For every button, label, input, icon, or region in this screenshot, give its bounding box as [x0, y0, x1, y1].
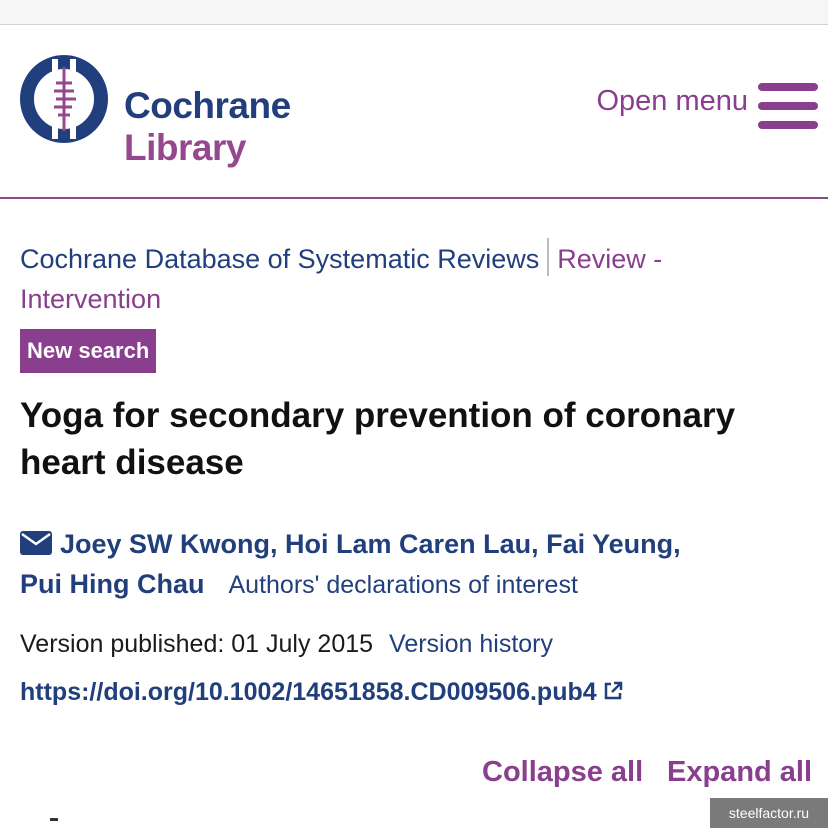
doi-text[interactable]: https://doi.org/10.1002/14651858.CD009506.pub4: [20, 678, 597, 706]
author-separator: ,: [673, 529, 681, 559]
collapse-all-button[interactable]: Collapse all: [482, 756, 644, 788]
menu-icon[interactable]: [758, 81, 818, 131]
author-link[interactable]: Pui Hing Chau: [20, 569, 205, 599]
author-list: [20, 524, 810, 605]
site-header: [0, 25, 828, 199]
version-history-link[interactable]: Version history: [389, 630, 553, 658]
cochrane-logo-icon: [20, 53, 116, 149]
browser-top-strip: [0, 0, 828, 25]
declarations-of-interest-link[interactable]: Authors' declarations of interest: [228, 571, 578, 599]
breadcrumb: [20, 238, 720, 319]
author-separator: ,: [270, 529, 286, 559]
watermark: steelfactor.ru: [710, 798, 828, 828]
version-info: [20, 626, 553, 662]
breadcrumb-divider: [547, 238, 549, 276]
open-menu-label[interactable]: Open menu: [596, 85, 748, 117]
logo-text-cochrane: Cochrane: [124, 85, 291, 126]
doi-link[interactable]: [20, 674, 623, 710]
breadcrumb-review-type[interactable]: Review - Intervention: [20, 244, 663, 314]
page-title: Yoga for secondary prevention of coronary heart disease: [20, 396, 736, 482]
external-link-icon: [603, 681, 623, 701]
cochrane-library-logo[interactable]: [20, 53, 310, 168]
new-search-button[interactable]: New search: [20, 329, 156, 373]
version-published: Version published: 01 July 2015: [20, 630, 374, 658]
author-link[interactable]: Joey SW Kwong: [60, 529, 271, 559]
section-stub: [50, 818, 58, 821]
breadcrumb-database[interactable]: Cochrane Database of Systematic Reviews: [20, 244, 540, 274]
expand-all-button[interactable]: Expand all: [667, 756, 813, 788]
author-link[interactable]: Hoi Lam Caren Lau: [285, 529, 532, 559]
mail-icon[interactable]: [20, 531, 52, 555]
logo-text-library: Library: [124, 127, 246, 168]
author-separator: ,: [531, 529, 547, 559]
author-link[interactable]: Fai Yeung: [546, 529, 674, 559]
